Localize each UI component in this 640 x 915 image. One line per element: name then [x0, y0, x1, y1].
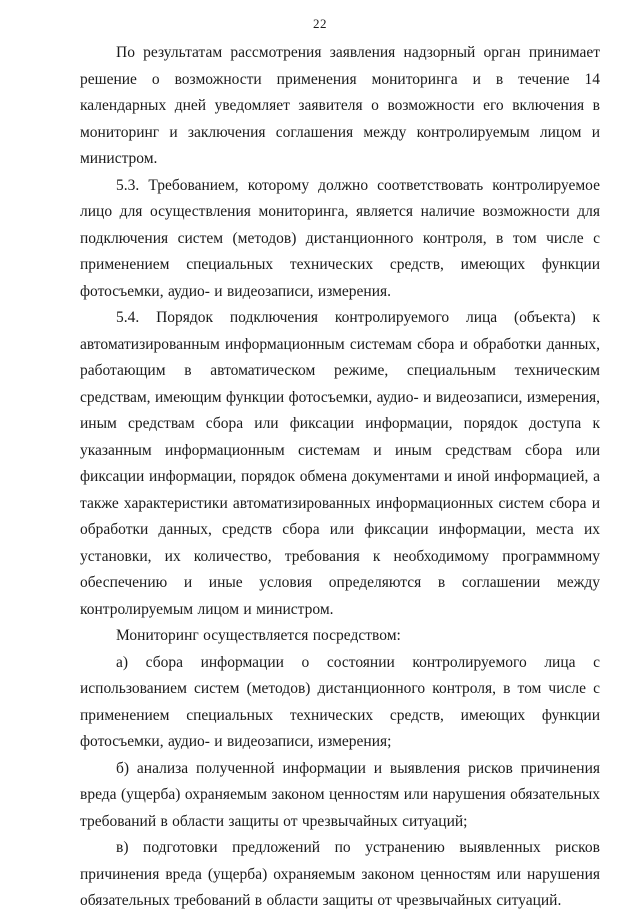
document-body: [80, 40, 600, 915]
paragraph-5-4-procedure: 5.4. Порядок подключения контролируемого лица (объекта) к автоматизированным информационным системам сбора и обработки данных, работающим в автоматическом режиме, специальным техническим средствам, имеющим функции фотосъемки, аудио- и видеозаписи, измерения, иным средствам сбора или фиксации информации, порядок доступа к указанным информационным системам и иным средствам сбора или фиксации информации, порядок обмена документами и иной информацией, а также характеристики автоматизированных информационных систем сбора и обработки данных, средств сбора или фиксации информации, места их установки, их количество, требования к необходимому программному обеспечению и иные условия определяются в соглашении между контролируемым лицом и министром.: [80, 309, 600, 618]
list-item-b: б) анализа полученной информации и выявления рисков причинения вреда (ущерба) охраняемым законом ценностям или нарушения обязательных требований в области защиты от чрезвычайных ситуаций;: [80, 759, 600, 830]
paragraph-review-decision: По результатам рассмотрения заявления надзорный орган принимает решение о возможности применения мониторинга и в течение 14 календарных дней уведомляет заявителя о возможности его включения в мониторинг и заключения соглашения между контролируемым лицом и министром.: [80, 44, 600, 167]
page-number: 22: [313, 16, 327, 31]
paragraph-5-3-requirement: 5.3. Требованием, которому должно соответствовать контролируемое лицо для осуществления мониторинга, является наличие возможности для подключения систем (методов) дистанционного контроля, в том числе с применением специальных технических средств, имеющих функции фотосъемки, аудио- и видеозаписи, измерения.: [80, 176, 600, 300]
paragraph-monitoring-means: Мониторинг осуществляется посредством:: [116, 627, 401, 644]
list-item-a: а) сбора информации о состоянии контролируемого лица с использованием систем (методов) дистанционного контроля, в том числе с применением специальных технических средств, имеющих функции фотосъемки, аудио- и видеозаписи, измерения;: [80, 653, 600, 750]
list-item-v: в) подготовки предложений по устранению выявленных рисков причинения вреда (ущерба) охраняемым законом ценностям или нарушения обязательных требований в области защиты от чрезвычайных ситуаций.: [80, 839, 600, 909]
